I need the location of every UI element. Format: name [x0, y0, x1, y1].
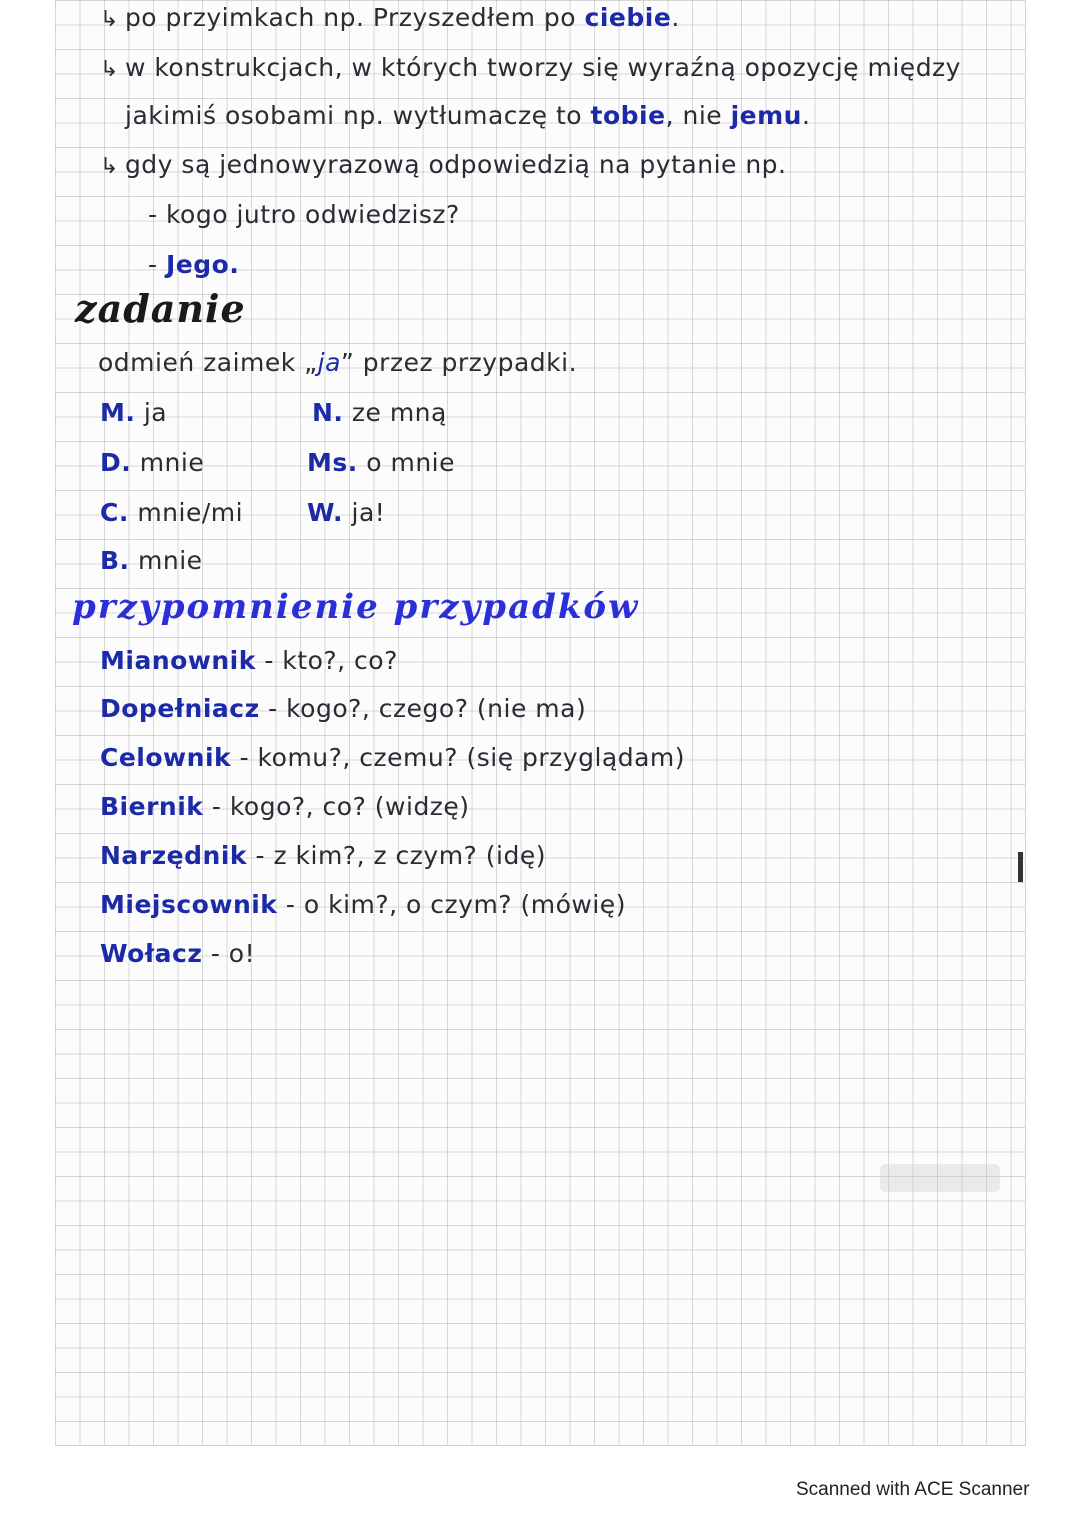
scan-smudge: [880, 1164, 1000, 1192]
page-edge-mark: [1018, 852, 1023, 882]
exercise-instruction: [98, 350, 577, 375]
case-name: Miejscownik: [100, 890, 278, 919]
highlight-word: ciebie: [584, 3, 672, 32]
rule-line-3: [125, 103, 810, 128]
scanner-watermark: Scanned with ACE Scanner: [796, 1479, 1030, 1500]
case-item: [100, 548, 203, 573]
case-item: [100, 400, 167, 425]
case-form: ja!: [351, 498, 386, 527]
case-questions: - kto?, co?: [264, 646, 398, 675]
case-questions: - komu?, czemu? (się przyglądam): [239, 743, 686, 772]
case-form: mnie/mi: [137, 498, 244, 527]
case-name: Wołacz: [100, 939, 203, 968]
rule-text: po przyimkach np. Przyszedłem po: [124, 3, 577, 32]
reminder-item: [100, 648, 398, 673]
exercise-heading: zadanie: [75, 286, 246, 331]
rule-text: gdy są jednowyrazową odpowiedzią na pytanie np.: [124, 150, 787, 179]
case-item: [100, 500, 243, 525]
case-name: Celownik: [100, 743, 232, 772]
reminder-item: [100, 696, 586, 721]
case-item: [307, 500, 385, 525]
reminder-item: [100, 843, 546, 868]
case-name: Biernik: [100, 792, 204, 821]
case-item: [307, 450, 455, 475]
case-questions: - z kim?, z czym? (idę): [255, 841, 546, 870]
rule-end: .: [671, 3, 680, 32]
case-questions: - kogo?, co? (widzę): [211, 792, 470, 821]
dialog-answer-word: Jego.: [165, 250, 240, 279]
dialog-answer: [148, 252, 239, 277]
rule-line-2: [100, 55, 961, 81]
case-questions: - o!: [210, 939, 256, 968]
case-form: ja: [143, 398, 168, 427]
rule-text: jakimiś osobami np. wytłumaczę to: [125, 101, 583, 130]
rule-line-4: [100, 152, 787, 178]
instruction-word: ja: [317, 348, 341, 377]
arrow-icon: ↳: [100, 154, 119, 179]
arrow-icon: ↳: [100, 57, 119, 82]
case-form: o mnie: [366, 448, 455, 477]
instruction-text: ” przez przypadki.: [340, 348, 578, 377]
reminder-item: [100, 794, 470, 819]
case-abbr: Ms.: [307, 448, 358, 477]
case-name: Narzędnik: [100, 841, 248, 870]
case-form: mnie: [138, 546, 203, 575]
case-questions: - o kim?, o czym? (mówię): [285, 890, 626, 919]
highlight-word: jemu: [730, 101, 802, 130]
dialog-question: - kogo jutro odwiedzisz?: [148, 200, 460, 229]
case-abbr: B.: [100, 546, 130, 575]
case-item: [312, 400, 447, 425]
case-abbr: D.: [100, 448, 132, 477]
reminder-item: [100, 745, 685, 770]
case-abbr: M.: [100, 398, 136, 427]
reminder-heading: przypomnienie przypadków: [72, 587, 640, 627]
highlight-word: tobie: [590, 101, 666, 130]
case-item: [100, 450, 204, 475]
reminder-item: [100, 892, 626, 917]
case-abbr: W.: [307, 498, 344, 527]
case-name: Dopełniacz: [100, 694, 260, 723]
case-form: mnie: [139, 448, 205, 477]
rule-text: , nie: [665, 101, 723, 130]
case-questions: - kogo?, czego? (nie ma): [268, 694, 587, 723]
case-abbr: N.: [312, 398, 344, 427]
instruction-text: odmień zaimek „: [98, 348, 318, 377]
case-abbr: C.: [100, 498, 129, 527]
rule-text: w konstrukcjach, w których tworzy się wyraźną opozycję między: [124, 53, 961, 82]
case-form: ze mną: [351, 398, 447, 427]
reminder-item: [100, 941, 255, 966]
case-name: Mianownik: [100, 646, 256, 675]
rule-end: .: [801, 101, 811, 130]
dialog-dash: -: [148, 250, 158, 279]
rule-line-1: [100, 5, 680, 31]
arrow-icon: ↳: [100, 7, 119, 32]
